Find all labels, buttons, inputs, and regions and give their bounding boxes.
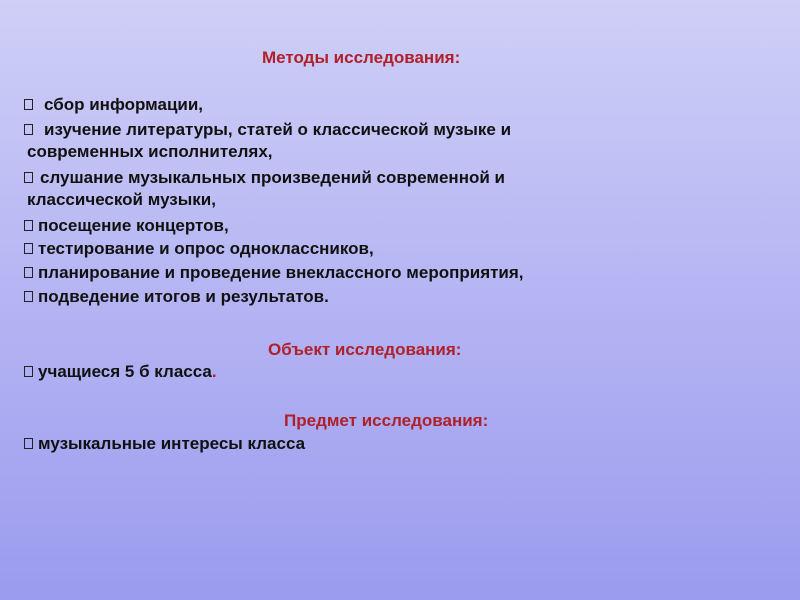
methods-item-5 [24,238,724,260]
methods-heading: Методы исследования: [262,48,461,67]
methods-item-text: подведение итогов и результатов. [38,287,329,306]
subject-item [24,433,724,455]
object-heading: Объект исследования: [268,340,462,359]
methods-item-4 [24,215,724,237]
subject-item-text: музыкальные интересы класса [38,434,306,453]
checkbox-bullet-icon [24,267,33,278]
subject-heading: Предмет исследования: [284,411,489,430]
checkbox-bullet-icon [24,366,33,377]
methods-item-2 [24,119,724,163]
methods-item-continuation: классической музыки, [27,190,216,209]
checkbox-bullet-icon [24,124,33,135]
checkbox-bullet-icon [24,291,33,302]
object-item-text: учащиеся 5 б класса [38,362,212,381]
methods-item-text: посещение концертов, [38,216,229,235]
methods-item-text: слушание музыкальных произведений современной и [40,168,505,187]
checkbox-bullet-icon [24,243,33,254]
checkbox-bullet-icon [24,438,33,449]
methods-item-continuation: современных исполнителях, [27,142,273,161]
methods-item-6 [24,262,724,284]
checkbox-bullet-icon [24,172,33,183]
object-item [24,361,724,383]
methods-item-text: планирование и проведение внеклассного мероприятия, [38,263,524,282]
checkbox-bullet-icon [24,99,33,110]
methods-item-3 [24,167,724,211]
methods-item-1 [24,94,724,116]
object-item-period: . [211,362,217,381]
checkbox-bullet-icon [24,220,33,231]
methods-item-text: сбор информации, [44,95,204,114]
methods-item-text: изучение литературы, статей о классической музыке и [44,120,512,139]
methods-item-text: тестирование и опрос одноклассников, [38,239,374,258]
methods-item-7 [24,286,724,308]
